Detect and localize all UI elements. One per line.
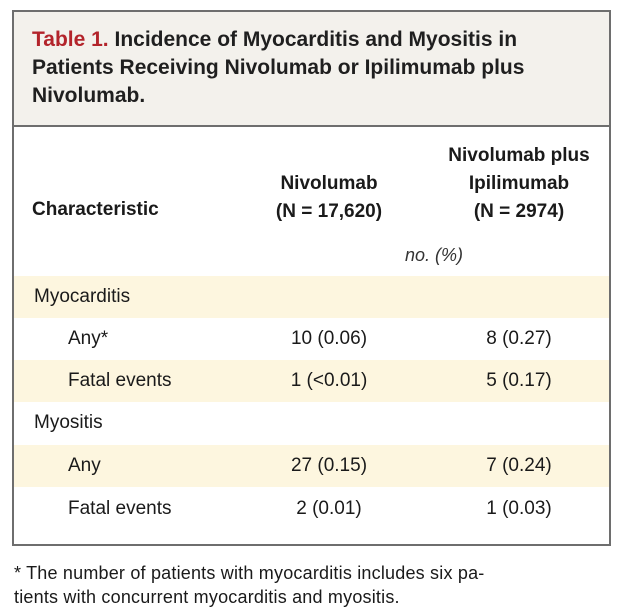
- footnote-line: * The number of patients with myocarditis includes six pa-: [14, 563, 485, 583]
- cell-nivolumab: 1 (<0.01): [290, 370, 368, 391]
- table-row: [14, 276, 609, 318]
- row-label: Fatal events: [68, 498, 172, 519]
- table-row: [14, 488, 609, 530]
- cell-nivolumab: 27 (0.15): [290, 455, 368, 476]
- column-header-combo-line1: Nivolumab plus: [448, 145, 590, 166]
- column-header-combo-n: (N = 2974): [473, 201, 565, 222]
- table-title: [32, 26, 572, 110]
- table-frame: [12, 10, 611, 546]
- units-label: no. (%): [404, 245, 464, 265]
- row-label: Fatal events: [68, 370, 172, 391]
- cell-combo: 8 (0.27): [486, 328, 552, 349]
- column-header-nivolumab: [234, 170, 424, 226]
- cell-nivolumab: 2 (0.01): [296, 498, 362, 519]
- cell-combo: 7 (0.24): [486, 455, 552, 476]
- column-header-characteristic: Characteristic: [32, 199, 159, 220]
- row-label: Any*: [68, 328, 109, 349]
- cell-nivolumab: 10 (0.06): [290, 328, 368, 349]
- column-header-combo: [424, 142, 614, 226]
- footnote-line: tients with concurrent myocarditis and myositis.: [14, 587, 400, 607]
- table-footnote: [14, 561, 614, 609]
- cell-combo: 1 (0.03): [486, 498, 552, 519]
- table-row: [14, 402, 609, 444]
- table-row: [14, 318, 609, 360]
- row-label: Myocarditis: [34, 286, 131, 307]
- table-title-text: Incidence of Myocarditis and Myositis in Patients Receiving Nivolumab or Ipilimumab plus Nivolumab.: [32, 28, 525, 107]
- column-header-nivolumab-name: Nivolumab: [280, 173, 378, 194]
- table-row: [14, 445, 609, 487]
- column-header-nivolumab-n: (N = 17,620): [275, 201, 383, 222]
- row-label: Any: [68, 455, 101, 476]
- table-row: [14, 360, 609, 402]
- cell-combo: 5 (0.17): [486, 370, 552, 391]
- table-header: [14, 12, 609, 127]
- column-header-combo-line2: Ipilimumab: [468, 173, 570, 194]
- row-label: Myositis: [34, 412, 103, 433]
- table-number: Table 1.: [32, 28, 109, 51]
